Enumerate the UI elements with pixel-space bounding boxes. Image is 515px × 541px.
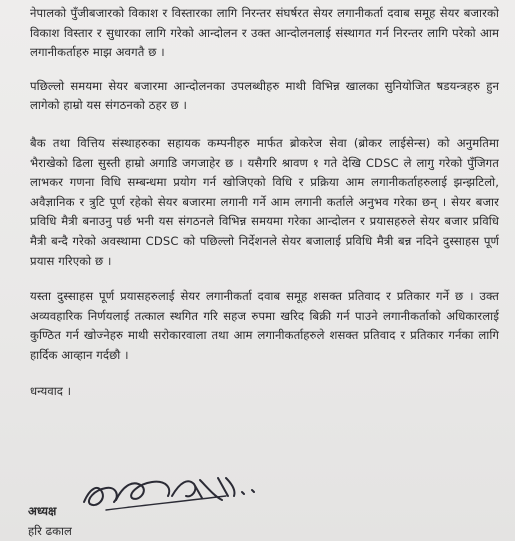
paragraph-protest-call: यस्ता दुस्साहस पूर्ण प्रयासहरुलाई सेयर लगानीकर्ता दवाब समूह शसक्त प्रतिवाद र प्रतिकार गर्ने छ । उक्त अव्यवहारिक निर्णयलाई तत्काल स्थगित गरि सहज रुपमा खरिद बिक्री गर्न पाउने लगानीकर्ताको अधिकारलाई कुण्ठित गर्न खोज्नेहरु माथी सरोकारवाला तथा आम लगानीकर्ताहरुले शसक्त प्रतिवाद र प्रतिकार गर्नका लागि हार्दिक आव्हान गर्दछौ । [30,289,499,362]
closing-thanks: धन्यवाद । [30,383,71,398]
paragraph-intro: नेपालको पुँजीबजारको विकाश र विस्तारका लागि निरन्तर संघर्षरत सेयर लगानीकर्ता दवाब समूह सेयर बजारको विकाश विस्तार र सुधारका लागि गरेको आन्दोलन र उक्त आन्दोलनलाई संस्थागत गर्न निरन्तर लागि परेको आम लगानीकर्ताहरु माझ अवगतै छ । [30,6,499,60]
handwritten-signature-icon [76,466,276,514]
signatory-title: अध्यक्ष [28,504,57,518]
signature-block [28,466,288,541]
signatory-name: हरि ढकाल [28,524,72,538]
paragraph-broker-cdsc: बैक तथा वित्तिय संस्थाहरुका सहायक कम्पनीहरु मार्फत ब्रोकरेज सेवा (ब्रोकर लाईसेन्स) को अनुमतिमा भैराखेको ढिला सुस्ती हाम्रो अगाडि जगजाहेर छ । यसैगरि श्रावण १ गते देखि CDSC ले लागु गरेको पुँजिगत लाभकर गणना विधि सम्बन्धमा प्रयोग गर्न खोजिएको विधि र प्रक्रिया आम लगानीकर्ताहरुलाई झन्झटिलो, अवैज्ञानिक र त्रुटि पूर्ण रहेको सेयर बजारमा लगानी गर्ने आम लगानी कर्ताले अनुभव गरेका छन् । सेयर बजार प्रविधि मैत्री बनाउनु पर्छ भनी यस संगठनले विभिन्न समयमा गरेका आन्दोलन र प्रयासहरुले सेयर बजार प्रविधि मैत्री बन्दै गरेको अवस्थामा CDSC को पछिल्लो निर्देशनले सेयर बजालाई प्रविधि मैत्री बन्न नदिने दुस्साहस पूर्ण प्रयास गरिएको छ । [30,135,499,268]
paragraph-conspiracy: पछिल्लो समयमा सेयर बजारमा आन्दोलनका उपलब्धीहरु माथी विभिन्न खालका सुनियोजित षडयन्त्रहरु हुन लागेको हाम्रो यस संगठनको ठहर छ । [30,78,499,113]
